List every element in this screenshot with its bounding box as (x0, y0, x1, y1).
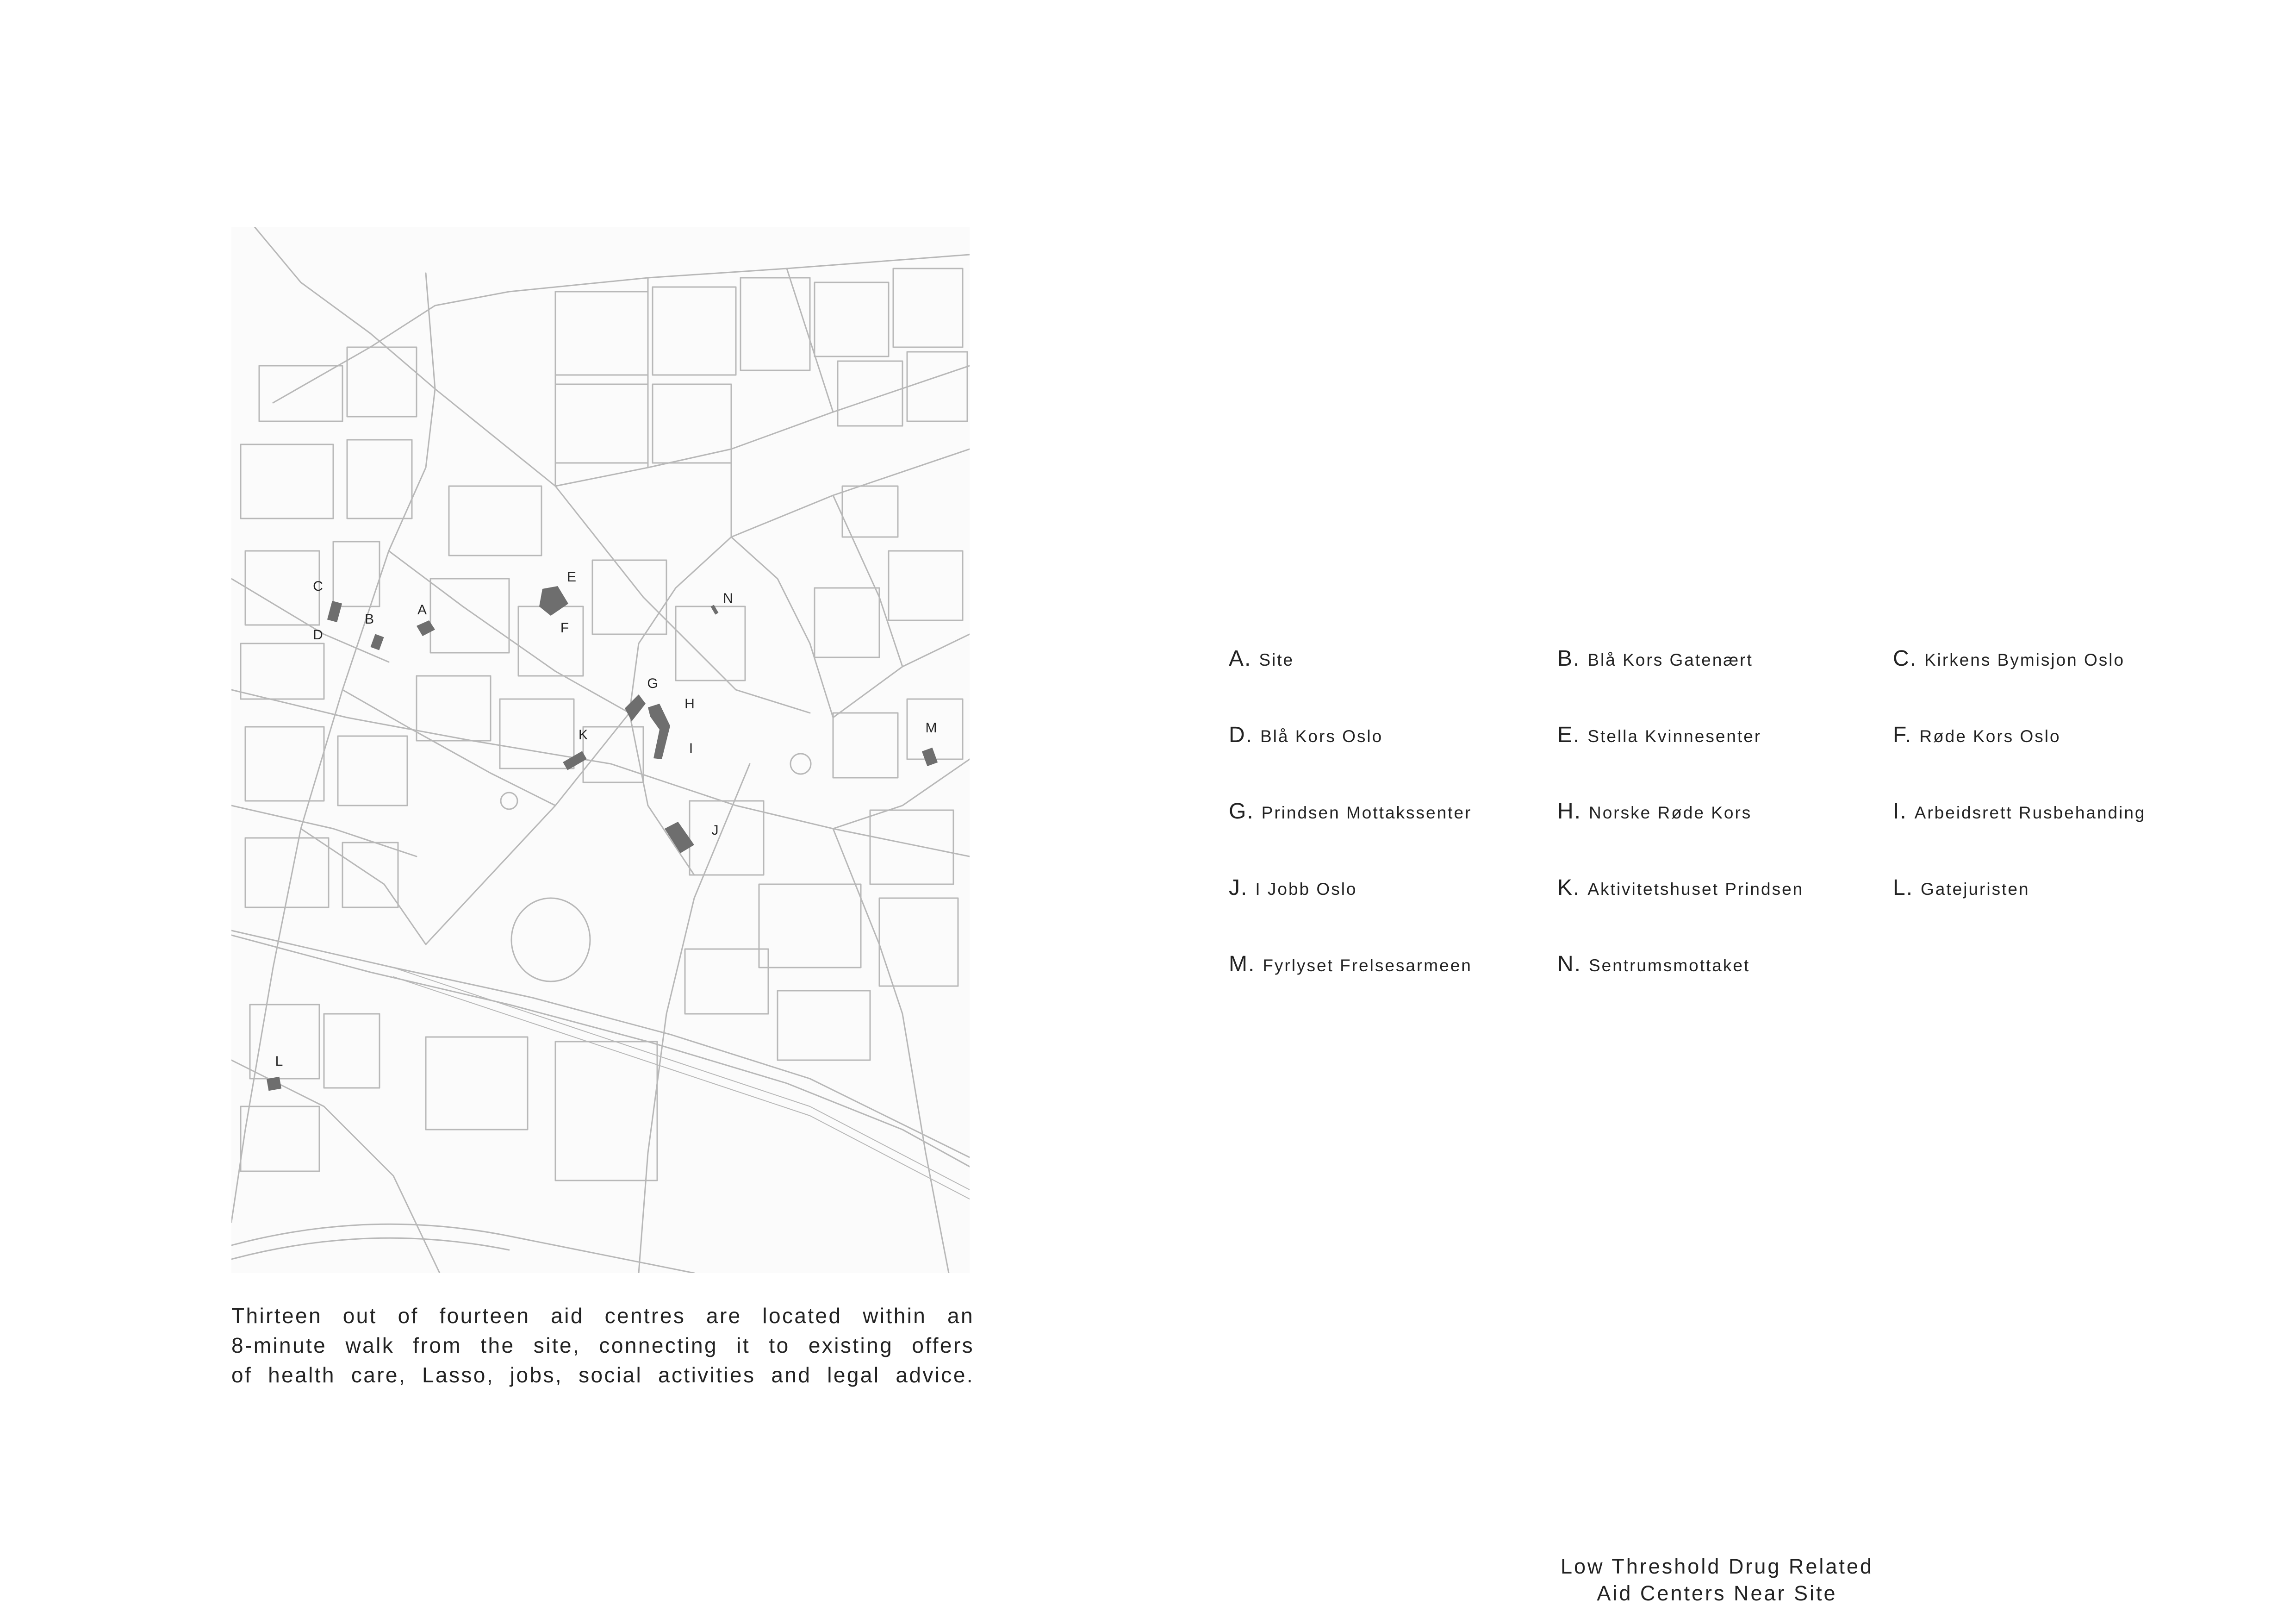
legend-name: Sentrumsmottaket (1589, 956, 1750, 975)
building-h-i (648, 704, 670, 759)
legend-name: Gatejuristen (1921, 880, 2030, 899)
marker-b: B (364, 612, 374, 627)
legend-item-e (1557, 722, 1761, 748)
marker-a: A (417, 602, 427, 618)
marker-j: J (711, 823, 719, 838)
legend-name: Røde Kors Oslo (1919, 727, 2061, 746)
street-network (231, 227, 970, 1273)
legend-item-j (1229, 875, 1357, 900)
legend-item-i (1893, 799, 2146, 824)
title-line: Low Threshold Drug Related (1561, 1555, 1873, 1578)
legend-item-n (1557, 951, 1750, 977)
legend-name: Kirkens Bymisjon Oslo (1924, 650, 2125, 669)
legend-item-k (1557, 875, 1804, 900)
legend-item-f (1893, 722, 2061, 748)
legend-key: E. (1557, 723, 1580, 747)
legend-key: K. (1557, 875, 1580, 900)
legend-item-b (1557, 646, 1753, 671)
title-line: Aid Centers Near Site (1597, 1581, 1837, 1605)
building-site-a (417, 620, 435, 636)
legend-key: C. (1893, 646, 1917, 671)
legend-key: D. (1229, 723, 1253, 747)
caption-line: of health care, Lasso, jobs, social activities and legal advice. (231, 1363, 974, 1387)
legend-row (1229, 646, 2256, 674)
marker-e: E (566, 569, 577, 585)
marker-k: K (578, 727, 588, 743)
caption-line: Thirteen out of fourteen aid centres are located within an (231, 1304, 974, 1328)
legend-item-l (1893, 875, 2030, 900)
legend-name: I Jobb Oslo (1255, 880, 1357, 899)
building-c-d (327, 601, 342, 622)
legend-name: Blå Kors Oslo (1260, 727, 1383, 746)
legend-item-a (1229, 646, 1294, 671)
marker-d: D (313, 627, 323, 643)
legend-item-g (1229, 799, 1472, 824)
legend-name: Arbeidsrett Rusbehanding (1914, 803, 2146, 822)
legend-item-m (1229, 951, 1472, 977)
legend-name: Blå Kors Gatenært (1587, 650, 1753, 669)
legend-item-d (1229, 722, 1383, 748)
site-map (231, 227, 970, 1273)
marker-c: C (313, 579, 323, 594)
map-svg (231, 227, 970, 1273)
marker-h: H (684, 696, 695, 712)
map-caption (231, 1301, 974, 1390)
legend-row (1229, 875, 2256, 903)
marker-i: I (689, 741, 693, 756)
legend-item-h (1557, 799, 1752, 824)
building-e-f (539, 586, 568, 616)
legend-row (1229, 722, 2256, 750)
building-m (922, 748, 938, 766)
legend-name: Fyrlyset Frelsesarmeen (1263, 956, 1472, 975)
legend-row (1229, 799, 2256, 826)
legend-key: M. (1229, 952, 1256, 976)
legend-key: G. (1229, 799, 1254, 824)
legend-row (1229, 951, 2256, 979)
building-g (625, 694, 646, 721)
legend-key: F. (1893, 723, 1912, 747)
legend-name: Norske Røde Kors (1589, 803, 1752, 822)
legend-key: I. (1893, 799, 1907, 824)
marker-n: N (723, 591, 733, 606)
legend-key: L. (1893, 875, 1914, 900)
legend-key: A. (1229, 646, 1252, 671)
legend-key: N. (1557, 952, 1581, 976)
page-title (1537, 1553, 1898, 1607)
legend-name: Site (1259, 650, 1294, 669)
marker-g: G (647, 676, 658, 691)
legend-name: Prindsen Mottakssenter (1261, 803, 1472, 822)
legend-name: Aktivitetshuset Prindsen (1587, 880, 1804, 899)
legend-key: B. (1557, 646, 1580, 671)
marker-l: L (275, 1054, 283, 1069)
marker-m: M (925, 720, 937, 736)
building-l (267, 1077, 281, 1091)
legend-name: Stella Kvinnesenter (1587, 727, 1762, 746)
legend-item-c (1893, 646, 2125, 671)
building-b (370, 634, 384, 650)
caption-line: 8-minute walk from the site, connecting it to existing offers (231, 1333, 974, 1357)
legend-key: J. (1229, 875, 1248, 900)
marker-f: F (560, 620, 569, 636)
legend-key: H. (1557, 799, 1581, 824)
